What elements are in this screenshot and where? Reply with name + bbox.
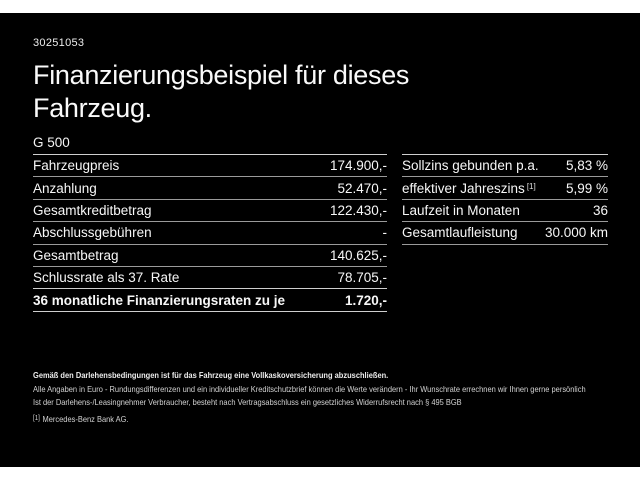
table-row-total	[33, 289, 387, 311]
legal-line-withdrawal: Ist der Darlehens-/Leasingnehmer Verbraucher, besteht nach Vertragsabschluss ein gesetzliches Widerrufsrecht nach § 495 BGB	[33, 397, 462, 407]
table-row	[402, 155, 608, 177]
table-row	[402, 222, 608, 244]
table-row	[33, 267, 387, 289]
table-row	[33, 200, 387, 222]
footnote-ref: [1]	[526, 181, 536, 191]
reference-number: 30251053	[33, 37, 85, 49]
conditions-table	[402, 154, 608, 245]
letterbox-top	[0, 0, 640, 13]
table-row	[402, 177, 608, 199]
row-label: Anzahlung	[33, 180, 97, 196]
row-value: 5,99 %	[565, 180, 608, 196]
finance-slide	[0, 13, 640, 467]
row-value: 52.470,-	[337, 180, 387, 196]
row-value: 5,83 %	[565, 158, 608, 174]
table-row	[33, 177, 387, 199]
row-label: Gesamtlaufleistung	[402, 225, 518, 241]
row-value: 30.000 km	[544, 225, 608, 241]
table-row	[33, 155, 387, 177]
table-row	[33, 245, 387, 267]
vehicle-model: G 500	[33, 135, 70, 150]
footnote-bank	[33, 412, 605, 427]
row-label: 36 monatliche Finanzierungsraten zu je	[33, 292, 286, 308]
row-label: Gesamtkreditbetrag	[33, 202, 152, 218]
row-value: 174.900,-	[329, 158, 387, 174]
row-label: effektiver Jahreszins [1]	[402, 180, 536, 196]
legal-disclaimer	[33, 369, 605, 426]
row-value: -	[382, 225, 387, 241]
row-label: Gesamtbetrag	[33, 247, 119, 263]
row-value: 78.705,-	[337, 270, 387, 286]
footnote-text: Mercedes-Benz Bank AG.	[42, 413, 129, 424]
row-value: 1.720,-	[344, 292, 387, 308]
legal-line-values: Alle Angaben in Euro - Rundungsdifferenzen und ein individueller Kreditschutzbrief können die Werte verändern - Ihr Wunschrate errechnen wir Ihnen gerne persönlich	[33, 383, 586, 394]
letterbox-bottom	[0, 467, 640, 480]
footnote-marker: [1]	[33, 414, 40, 422]
row-label: Sollzins gebunden p.a.	[402, 158, 539, 174]
row-value: 122.430,-	[329, 202, 387, 218]
table-row	[33, 222, 387, 244]
table-row	[402, 200, 608, 222]
row-label: Schlussrate als 37. Rate	[33, 270, 180, 286]
legal-line-insurance: Gemäß den Darlehensbedingungen ist für das Fahrzeug eine Vollkaskoversicherung abzuschließen.	[33, 370, 389, 380]
finance-table	[33, 154, 387, 312]
page-title-line1: Finanzierungsbeispiel für dieses	[33, 60, 410, 90]
row-label: Laufzeit in Monaten	[402, 202, 520, 218]
page-title-line2: Fahrzeug.	[33, 93, 152, 123]
row-label: Abschlussgebühren	[33, 225, 152, 241]
row-value: 140.625,-	[329, 247, 387, 263]
row-label: Fahrzeugpreis	[33, 158, 120, 174]
row-value: 36	[592, 202, 608, 218]
page-title	[33, 59, 593, 125]
